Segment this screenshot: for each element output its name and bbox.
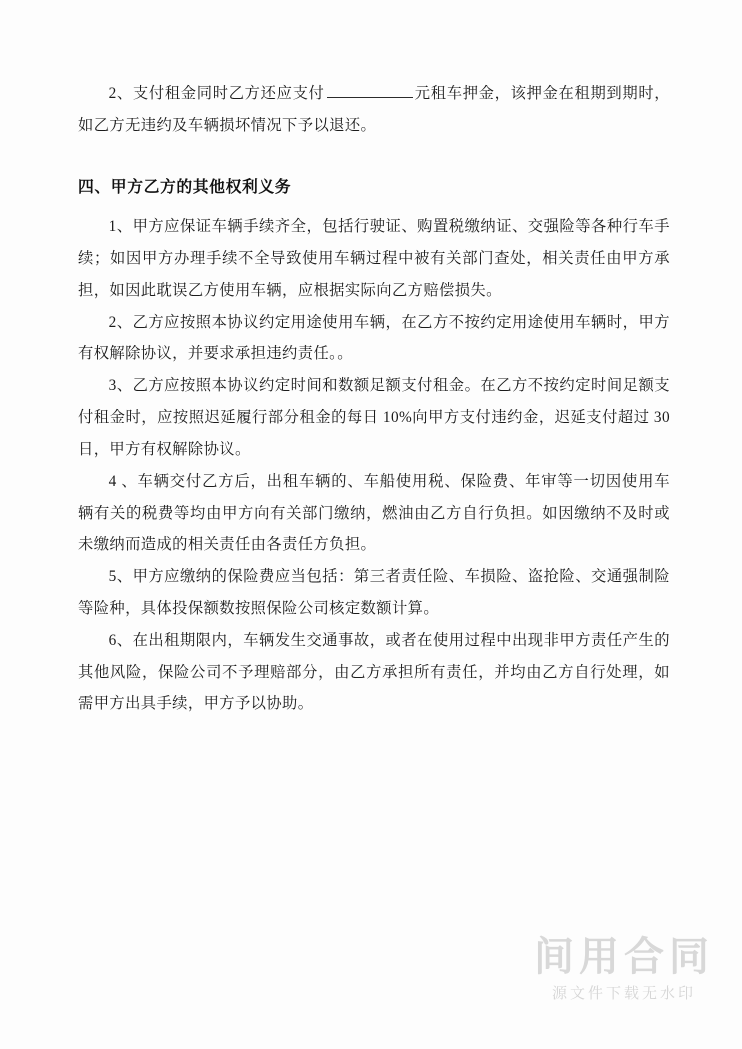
paragraph-item-2: 2、乙方应按照本协议约定用途使用车辆，在乙方不按约定用途使用车辆时，甲方有权解除协议，并要求承担违约责任。。: [78, 313, 670, 363]
paragraph-item-6: 6、在出租期限内，车辆发生交通事故，或者在使用过程中出现非甲方责任产生的其他风险，保险公司不予理赔部分，由乙方承担所有责任，并均由乙方自行处理，如需甲方出具手续，甲方予以协助。: [78, 631, 670, 713]
paragraph-deposit-text-after: 元租车押金，该押金在租期到期时，如乙方无违约及车辆损坏情况下予以退还。: [78, 85, 671, 134]
paragraph-item-3: 3、乙方应按照本协议约定时间和数额足额支付租金。在乙方不按约定时间足额支付租金时，应按照迟延履行部分租金的每日 10%向甲方支付违约金，迟延支付超过 30 日，甲方有权解除协议。: [78, 377, 670, 458]
fill-in-blank: [327, 82, 413, 98]
watermark-sub-text: 源文件下载无水印: [551, 985, 696, 1002]
watermark: [534, 936, 714, 1003]
watermark-main-text: 间用合同: [534, 935, 714, 979]
paragraph-item-5: 5、甲方应缴纳的保险费应当包括：第三者责任险、车损险、盗抢险、交通强制险等险种，具体投保额数按照保险公司核定数额计算。: [78, 568, 670, 617]
paragraph-deposit: [78, 78, 670, 142]
document-body: [78, 78, 670, 720]
paragraph-item-1: 1、甲方应保证车辆手续齐全，包括行驶证、购置税缴纳证、交强险等各种行车手续；如因甲方办理手续不全导致使用车辆过程中被有关部门查处，相关责任由甲方承担，如因此耽误乙方使用车辆，应根据实际向乙方赔偿损失。: [78, 218, 670, 299]
paragraph-deposit-text-before: 2、支付租金同时乙方还应支付: [108, 85, 325, 102]
section-heading-four: 四、甲方乙方的其他权利义务: [78, 178, 292, 196]
paragraph-item-4: 4 、车辆交付乙方后，出租车辆的、车船使用税、保险费、年审等一切因使用车辆有关的税费等均由甲方向有关部门缴纳，燃油由乙方自行负担。如因缴纳不及时或未缴纳而造成的相关责任由各责任方负担。: [78, 472, 670, 554]
